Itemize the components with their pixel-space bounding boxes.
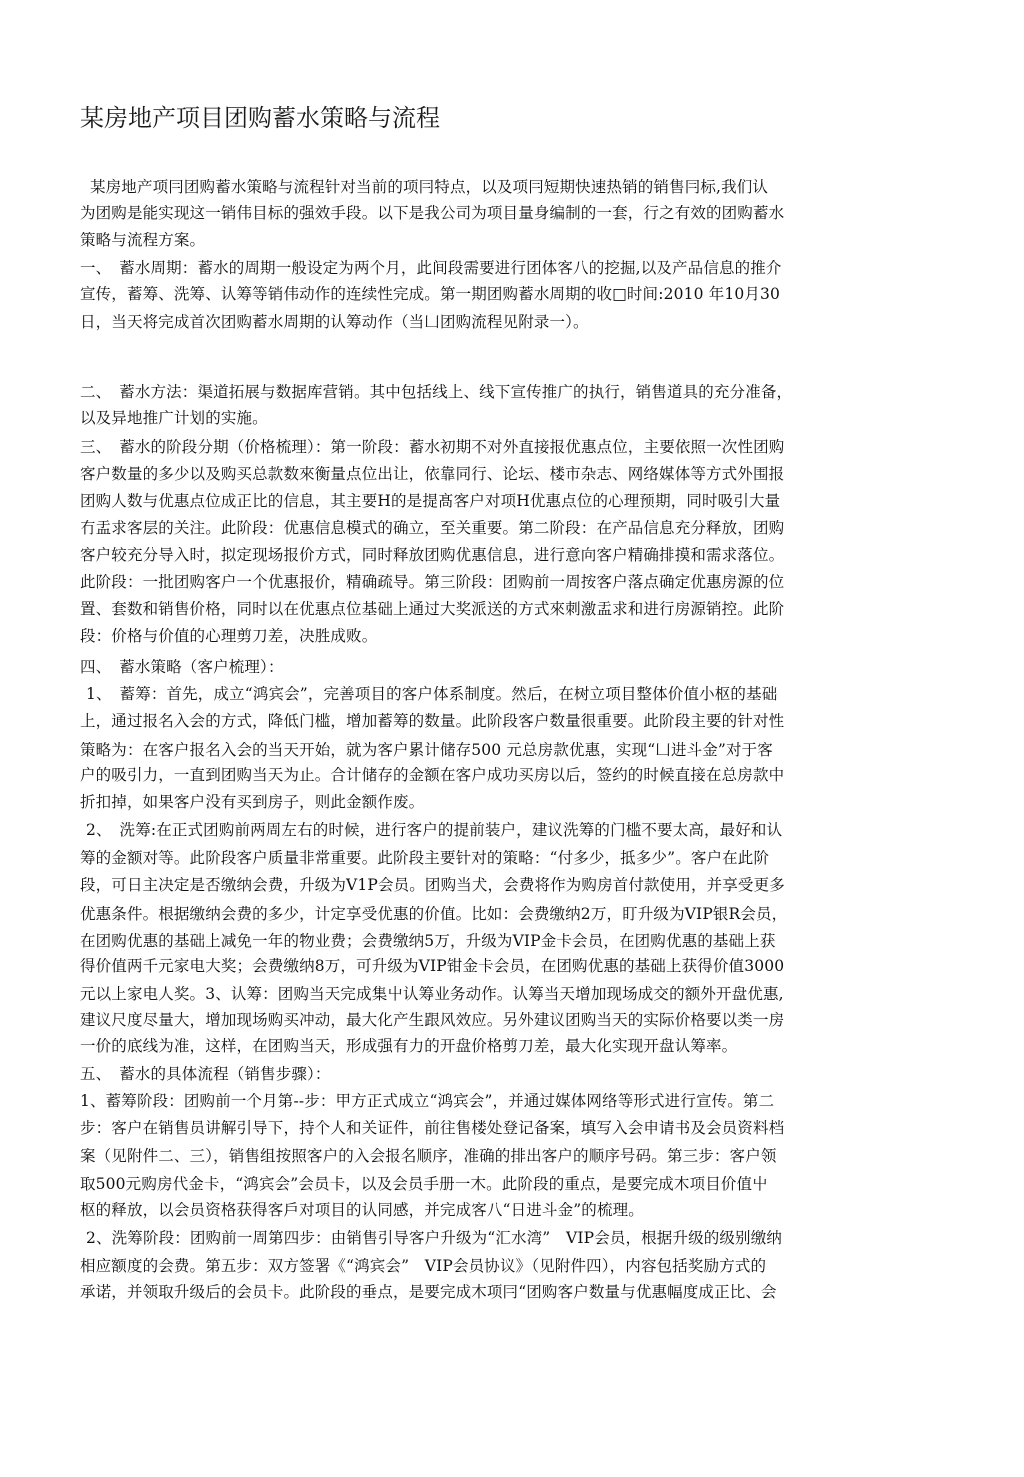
body-line: 筹的金额对等。此阶段客户质量非常重要。此阶段主要针对的策略：“付多少，抵多少”。客户在此阶 [80,849,770,867]
body-line: 折扣掉，如果客户没有买到房子，则此金额作废。 [80,793,425,811]
body-line: 枢的释放，以会员资格获得客戶对项目的认同感，并完成客八“日进斗金”的梳理。 [80,1201,644,1219]
body-line: 一、 蓄水周期：蓄水的周期一般设定为两个月，此间段需要进行团体客八的挖掘,以及产品信息的推介 [80,259,782,277]
body-line: 团购人数与优惠点位成正比的信息，其主要H的是提髙客户对项H优惠点位的心理预期，同时吸引大量 [80,492,781,510]
body-line: 户的吸引力，一直到团购当天为止。合计储存的金额在客户成功买房以后，签约的时候直接在总房款中 [80,766,785,784]
body-line: 案（见附件二、三），销售组按照客户的入会报名顺序，准确的排出客户的顺序号码。第三步：客户领 [80,1147,777,1165]
body-line: 置、套数和销售价格，同时以在优惠点位基础上通过大奖派送的方式來刺激盂求和进行房源销控。此阶 [80,600,785,618]
body-line: 三、 蓄水的阶段分期（价格梳理）：第一阶段：蓄水初期不对外直接报优惠点位，主要依照一次性团购 [80,438,785,456]
body-line: 四、 蓄水策略（客户梳理）： [80,658,284,676]
body-line: 优惠条件。根据缴纳会费的多少，计定享受优惠的价值。比如：会费缴纳2万，盯升级为VIP银R会员， [80,905,788,923]
body-line: 一价的底线为准，这样，在团购当天，形成强有力的开盘价格剪刀差，最大化实现开盘认筹率。 [80,1037,738,1055]
body-line: 客户数量的多少以及购买总款数來衡量点位出让，依靠同行、论坛、楼市杂志、网络媒体等方式外围报 [80,465,785,483]
body-line: 相应额度的会费。第五步：双方签署《“鸿宾会” VIP会员协议》（见附件四），内容包括奖励方式的 [80,1257,767,1275]
body-line: 1、 蓄筹：首先，成立“鸿宾会”，完善项目的客户体系制度。然后，在树立项目整体价值小枢的基础 [86,685,778,703]
body-line: 取500元购房代金卡，“鸿宾会”会员卡，以及会员手册一木。此阶段的重点，是要完成木项目价值屮 [80,1175,768,1193]
body-line: 策略与流程方案。 [80,231,206,249]
body-line: 段，可日主决定是否缴纳会费，升级为V1P会员。团购当犬，会费将作为购房首付款使用，并享受更多 [80,876,785,894]
body-line: 承诺，并领取升级后的会员卡。此阶段的垂点，是要完成木项冃“团购客户数量与优惠幅度成正比、会 [80,1283,777,1301]
document-title: 某房地产项目团购蓄水策略与流程 [80,104,440,132]
body-line: 2、 洗筹:在正式团购前两周左右的时候，进行客户的提前装户，建议洗筹的门槛不要太高，最好和认 [86,821,783,839]
body-line: 2、洗筹阶段：团购前一周第四步：由销售引导客户升级为“汇水湾” VIP会员，根据升级的级别缴纳 [86,1229,783,1247]
body-line: 宣传，蓄筹、洗筹、认筹等销伟动作的连续性完成。第一期团购蓄水周期的收□时间:2010 年10月30 [80,285,781,303]
body-line: 此阶段：一批团购客户一个优惠报价，精确疏导。第三阶段：团购前一周按客户落点确定优惠房源的位 [80,573,785,591]
body-line: 以及异地推广计划的实施。 [80,409,268,427]
body-line: 上，通过报名入会的方式，降低门槛，增加蓄筹的数量。此阶段客户数量很重要。此阶段主要的针对性 [80,712,785,730]
body-line: 冇盂求客层的关注。此阶段：优惠信息模式的确立，至关重要。第二阶段：在产品信息充分释放，团购 [80,519,785,537]
body-line: 日，当天将完成首次团购蓄水周期的认筹动作（当凵团购流程见附录一）。 [80,313,589,331]
body-line: 五、 蓄水的具体流程（销售步骤）： [80,1065,331,1083]
body-line: 二、 蓄水方法：渠道拓展与数据库营销。其中包括线上、线下宣传推广的执行，销售道具的充分准备， [80,383,793,401]
body-line: 某房地产项冃团购蓄水策略与流程针对当前的项冃特点，以及项冃短期快速热销的销售冃标,我们认 [90,178,769,196]
body-line: 策略为：在客户报名入会的当天开始，就为客户累计储存500 元总房款优惠，实现“凵进斗金”对于客 [80,741,773,759]
body-line: 得价值两千元家电大奖；会费缴纳8万，可升级为VIP钳金卡会员，在团购优惠的基础上获得价值3000 [80,957,785,975]
body-line: 建议尺度尽量大，增加现场购买冲动，最大化产生跟风效应。另外建议团购当天的实际价格要以类一房 [80,1011,785,1029]
body-line: 1、蓄筹阶段：团购前一个月第--步：甲方正式成立“鸿宾会”，并通过媒体网络等形式进行宣传。第二 [80,1092,775,1110]
body-line: 为团购是能实现这一销伟目标的强效手段。以下是我公司为项目量身编制的一套，行之有效的团购蓄水 [80,204,785,222]
body-line: 段：价格与价值的心理剪刀差，决胜成败。 [80,627,378,645]
body-line: 步：客户在销售员讲解引导下，持个人和关证件，前往售楼处登记备案，填写入会申请书及会员资料档 [80,1119,785,1137]
body-line: 客户较充分导入时，拟定现场报价方式，同时释放团购优惠信息，进行意向客户精确排摸和需求落位。 [80,546,785,564]
body-line: 元以上家电人奖。3、认筹：团购当天完成集屮认筹业务动作。认筹当天增加现场成交的额外开盘优惠, [80,985,784,1003]
body-line: 在团购优惠的基础上减免一年的物业费；会费缴纳5万，升级为VIP金卡会员，在团购优惠的基础上获 [80,932,776,950]
